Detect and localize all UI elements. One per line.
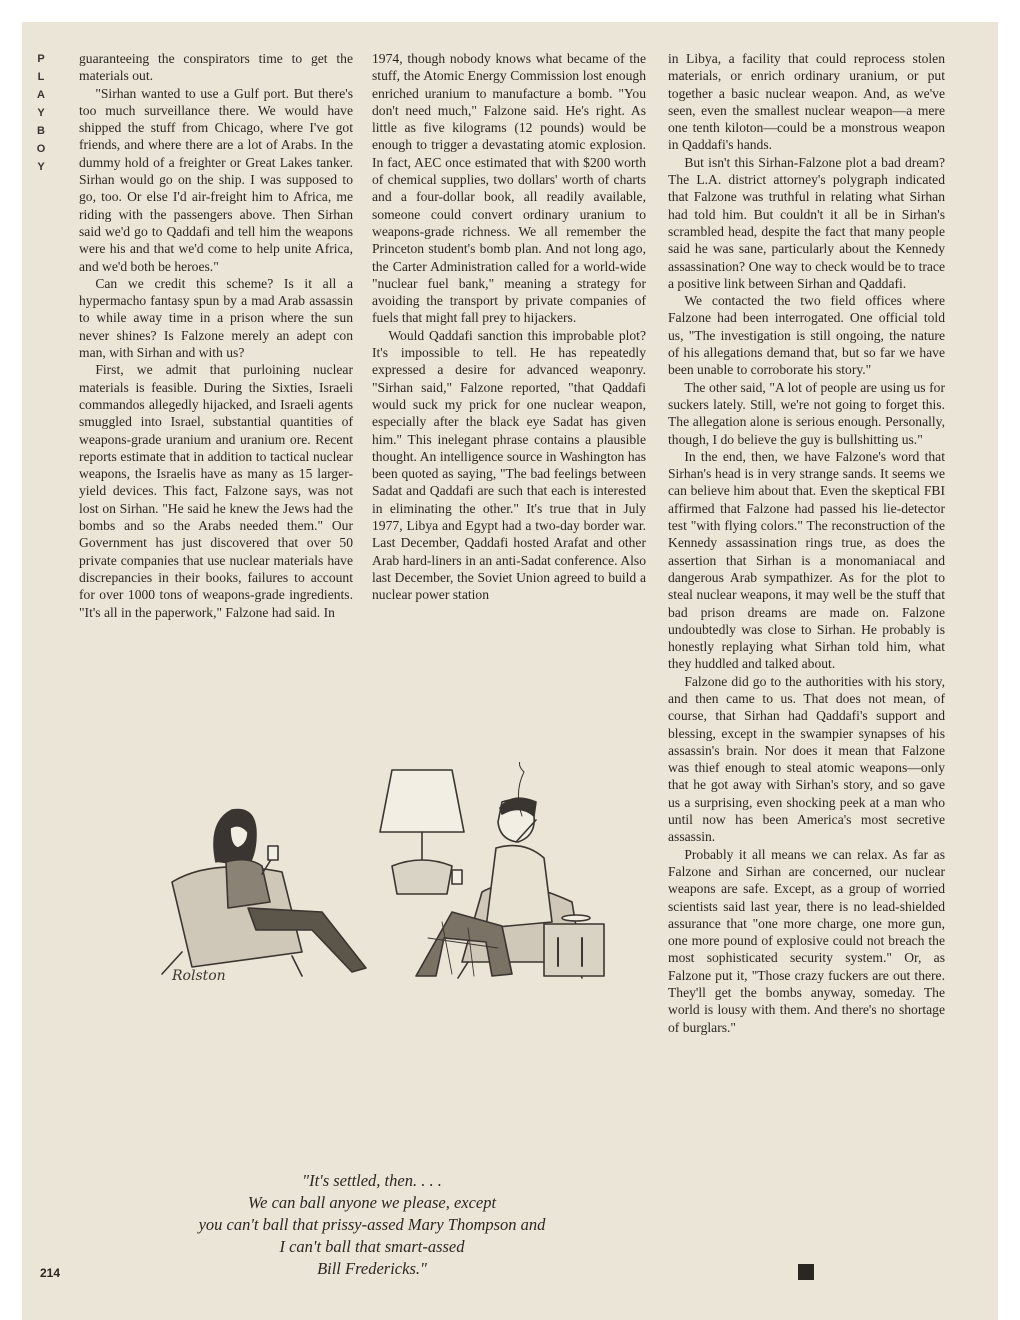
paragraph: in Libya, a facility that could reprocess stolen materials, or enrich ordinary uranium, or put together a basic nuclear weapon. And, as we've seen, even the smallest nuclear weapon—a mere one tenth kiloton—could be a monstrous weapon in Qaddafi's hands. [668, 51, 945, 153]
page-number: 214 [40, 1266, 61, 1280]
paragraph: 1974, though nobody knows what became of the stuff, the Atomic Energy Commission lost enough enriched uranium to manufacture a bomb. "You don't need much," Falzone said. He's right. As little as five kilograms (12 pounds) would be enough to trigger a devastating atomic explosion. In fact, AEC once estimated that with $200 worth of chemical supplies, two dollars' worth of charts and a four-dollar book, all readily available, someone could convert ordinary uranium to weapons-grade richness. We all remember the Princeton student's bomb plan. And not long ago, the Carter Administration called for a world-wide "nuclear fuel bank," meaning a strategy for avoiding the transport by private companies of fuels that might fall prey to hijackers. [372, 51, 646, 326]
running-head-letter: O [36, 143, 46, 155]
paragraph: "Sirhan wanted to use a Gulf port. But there's too much surveillance there. We would have shipped the stuff from Chicago, where I've got friends, and where there are a lot of Arabs. In the dummy hold of a freighter or Great Lakes tanker. Sirhan would go on the ship. I was supposed to go, too. Or else I'd air-freight him to Africa, me riding with the passengers above. Then Sirhan said we'd go to Qaddafi and tell him the weapons were his and that we'd come to help unite Africa, and we'd both be heroes." [79, 85, 353, 274]
cartoon-caption [122, 1170, 622, 1280]
caption-line: We can ball anyone we please, except [247, 1193, 497, 1212]
text-column-1 [79, 50, 353, 621]
cartoon-illustration [152, 762, 632, 982]
paragraph: But isn't this Sirhan-Falzone plot a bad dream? The L.A. district attorney's polygraph indicated that Falzone was truthful in relating what Sirhan had told him. But couldn't it all be in Sirhan's scrambled head, despite the fact that many people said he was sane, particularly about the Kennedy assassination? One way to check would be to trace a positive link between Sirhan and Qaddafi. [668, 154, 945, 291]
paragraph: Falzone did go to the authorities with his story, and then came to us. That does not mean, of course, that Sirhan had Qaddafi's support and blessing, except in the swampier synapses of his assassin's brain. Nor does it mean that Falzone was thief enough to steal atomic weapons—only that he got away with Sirhan's story, and so gave us a surprising, even shocking peek at a man who until now has been America's most secretive assassin. [668, 673, 945, 845]
cartoon-signature: Rolston [172, 968, 226, 982]
paragraph: Can we credit this scheme? Is it all a hypermacho fantasy spun by a mad Arab assassin to while away time in a prison where the sun never shines? Is Falzone merely an adept con man, with Sirhan and with us? [79, 275, 353, 361]
paragraph: We contacted the two field offices where Falzone had been interrogated. One official told us, "The investigation is still ongoing, the nature of his allegations demand that, but so far we have been unable to corroborate his story." [668, 293, 945, 378]
paragraph: In the end, then, we have Falzone's word that Sirhan's head is in very strange sands. It seems we can believe him about that. Even the skeptical FBI affirmed that Falzone had passed his lie-detector test "with flying colors." The reconstruction of the Kennedy assassination rings true, as does the assertion that Sirhan is a monomaniacal and dangerous Arab sympathizer. As for the plot to steal nuclear weapons, it may well be the stuff that bad prison dreams are made on. Falzone undoubtedly was close to Sirhan. He probably is honestly replaying what Sirhan told him, what they huddled and talked about. [668, 448, 945, 672]
caption-line: you can't ball that prissy-assed Mary Thompson and [198, 1215, 546, 1234]
caption-line: I can't ball that smart-assed [279, 1237, 465, 1256]
paragraph: First, we admit that purloining nuclear materials is feasible. During the Sixties, Israeli commandos allegedly hijacked, and Israeli agents smuggled into Israel, substantial quantities of weapons-grade uranium and uranium ore. Recent reports estimate that in addition to tactical nuclear weapons, the Israelis have as many as 15 larger-yield devices. This fact, Falzone says, was not lost on Sirhan. "He said he knew the Jews had the bombs and so the Arabs needed them." Our Government has just discovered that over 50 private companies that use nuclear materials have discrepancies in their books, failures to account for over 1000 tons of weapons-grade ingredients. "It's all in the paperwork," Falzone had said. In [79, 362, 353, 620]
text-column-3 [668, 50, 945, 1036]
paragraph: The other said, "A lot of people are using us for suckers lately. Still, we're not going to forget this. The allegation alone is serious enough. Personally, though, I do believe the guy is bullshitting us." [668, 379, 945, 447]
running-head-letter: Y [37, 161, 45, 173]
caption-line: "It's settled, then. . . . [302, 1171, 442, 1190]
caption-line: Bill Fredericks." [317, 1259, 427, 1278]
end-of-article-icon [798, 1264, 814, 1280]
running-head-letter: Y [37, 107, 45, 119]
paragraph: guaranteeing the conspirators time to get the materials out. [79, 51, 353, 84]
running-head-letter: B [37, 125, 45, 137]
running-head-letter: P [37, 53, 45, 65]
text-column-2 [372, 50, 646, 604]
running-head [32, 50, 50, 176]
running-head-letter: L [37, 71, 45, 83]
paragraph: Probably it all means we can relax. As far as Falzone and Sirhan are concerned, our nuclear weapons are safe. Except, as a group of worried scientists said last year, there is no lead-shielded assurance that "one more charge, one more gun, one more pound of explosive could not breach the most sophisticated security system." Or, as Falzone put it, "Those crazy fuckers are out there. They'll get the bombs anyway, someday. The world is lousy with them. And there's no shortage of burglars." [668, 846, 945, 1035]
paragraph: Would Qaddafi sanction this improbable plot? It's impossible to tell. He has repeatedly expressed a desire for advanced weaponry. "Sirhan said," Falzone reported, "that Qaddafi would suck my prick for one nuclear weapon, especially after the black eye Sadat has given him." This inelegant phrase contains a plausible thought. An intelligence source in Washington has been quoted as saying, "The bad feelings between Sadat and Qaddafi are such that each is interested in eliminating the other." It's true that in July 1977, Libya and Egypt had a two-day border war. Last December, Qaddafi hosted Arafat and other Arab hard-liners in an anti-Sadat conference. Also last December, the Soviet Union agreed to build a nuclear power station [372, 327, 646, 603]
magazine-page [22, 22, 998, 1320]
running-head-letter: A [37, 89, 45, 101]
